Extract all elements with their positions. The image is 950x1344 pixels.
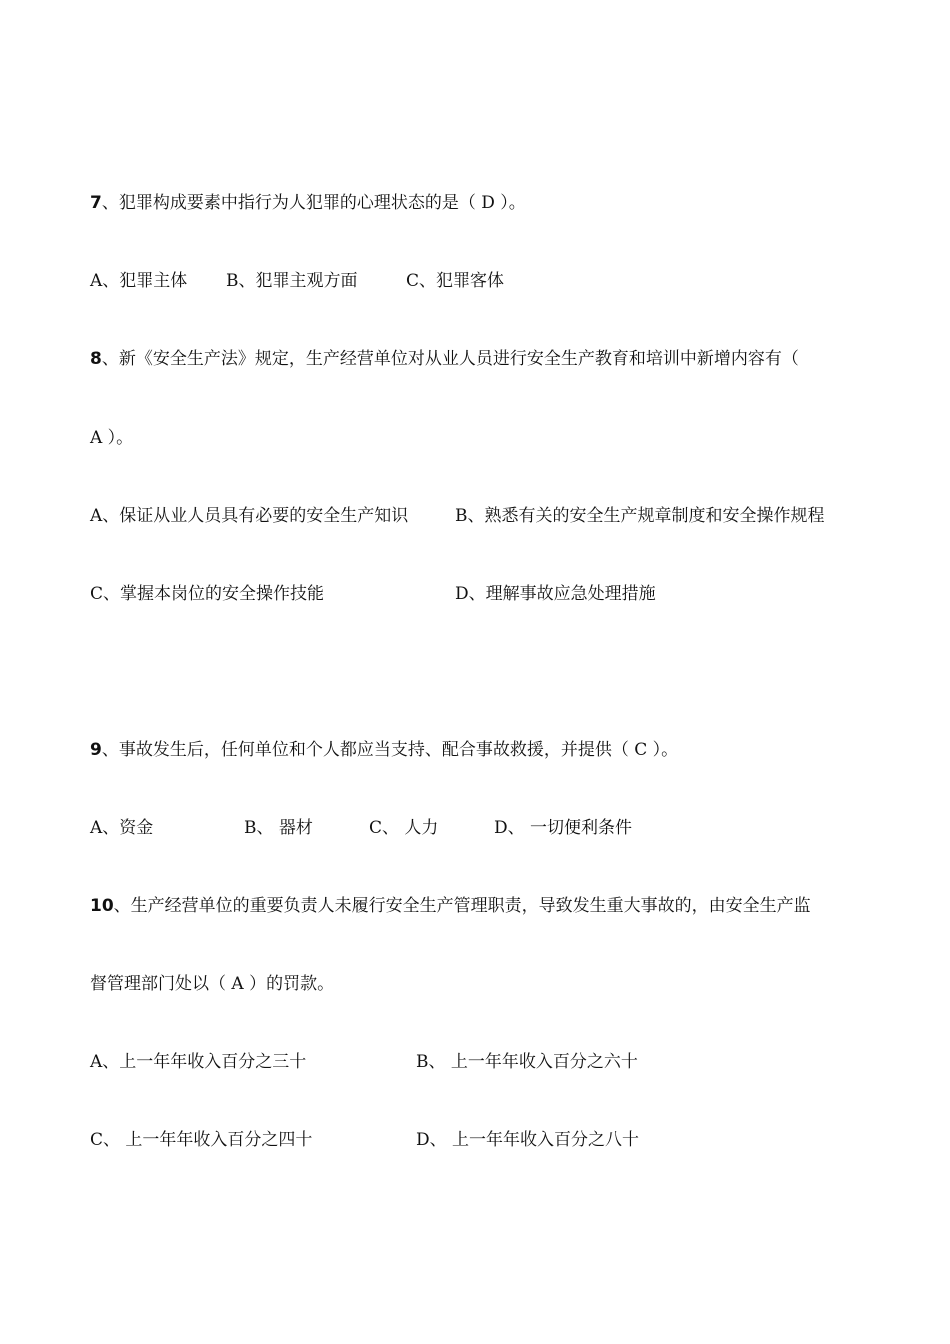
question-9-option-c: C、 人力 xyxy=(369,818,439,838)
question-10-option-d: D、 上一年年收入百分之八十 xyxy=(416,1130,640,1150)
question-10-stem-continued xyxy=(90,973,334,995)
question-text: 、生产经营单位的重要负责人未履行安全生产管理职责，导致发生重大事故的，由安全生产监 xyxy=(113,896,811,916)
question-8-stem-continued xyxy=(90,427,133,449)
question-10-stem xyxy=(90,895,811,917)
question-8-option-b: B、熟悉有关的安全生产规章制度和安全操作规程 xyxy=(455,506,825,526)
question-8-stem xyxy=(90,348,799,370)
question-9-option-a: A、资金 xyxy=(90,818,154,838)
question-text: 督管理部门处以（ A ）的罚款。 xyxy=(90,974,335,994)
question-text: 、事故发生后，任何单位和个人都应当支持、配合事故救援，并提供（ C ）。 xyxy=(101,740,679,760)
question-number: 9 xyxy=(90,740,102,760)
question-10-option-a: A、上一年年收入百分之三十 xyxy=(90,1052,307,1072)
question-number: 7 xyxy=(90,193,102,213)
question-7-stem xyxy=(90,192,526,214)
question-8-option-a: A、保证从业人员具有必要的安全生产知识 xyxy=(90,506,409,526)
question-10-option-c: C、 上一年年收入百分之四十 xyxy=(90,1130,313,1150)
question-7-option-b: B、犯罪主观方面 xyxy=(226,271,358,291)
question-text: 、犯罪构成要素中指行为人犯罪的心理状态的是（ D ）。 xyxy=(101,193,526,213)
question-7-option-c: C、犯罪客体 xyxy=(406,271,505,291)
question-8-option-c: C、掌握本岗位的安全操作技能 xyxy=(90,584,325,604)
question-7-option-a: A、犯罪主体 xyxy=(90,271,188,291)
question-8-option-d: D、理解事故应急处理措施 xyxy=(455,584,656,604)
question-9-option-d: D、 一切便利条件 xyxy=(494,818,633,838)
question-10-option-b: B、 上一年年收入百分之六十 xyxy=(416,1052,638,1072)
question-number: 10 xyxy=(90,896,114,916)
question-number: 8 xyxy=(90,349,102,369)
question-9-option-b: B、 器材 xyxy=(244,818,313,838)
question-text: 、新《安全生产法》规定，生产经营单位对从业人员进行安全生产教育和培训中新增内容有（ xyxy=(101,349,799,369)
question-9-stem xyxy=(90,739,678,761)
question-text: A ）。 xyxy=(90,428,134,448)
